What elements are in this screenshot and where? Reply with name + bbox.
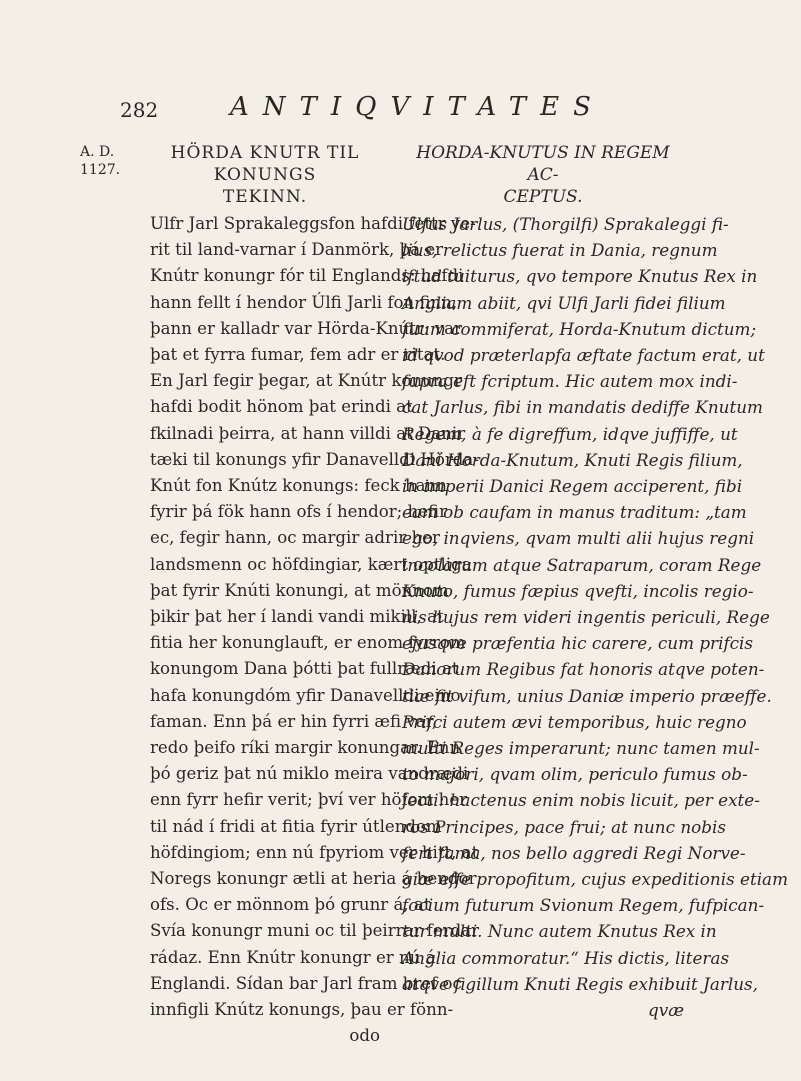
text-line: rit til land-varnar í Danmörk, þá er bbox=[150, 240, 444, 260]
heading-line: TEKINN. bbox=[222, 187, 308, 207]
icelandic-section-heading bbox=[150, 142, 380, 208]
latin-body-text bbox=[402, 211, 788, 1023]
text-line: odo bbox=[349, 1026, 380, 1046]
text-line: tiæ fit vifum, unius Daniæ imperio præeffe. bbox=[402, 685, 772, 706]
text-line: Englandi. Sídan bar Jarl fram bref oc bbox=[150, 973, 462, 993]
text-line: þat fyrir Knúti konungi, at mönnom bbox=[150, 580, 449, 600]
text-line: cat Jarlus, fibi in mandatis dediffe Knutum bbox=[402, 397, 763, 418]
heading-line: CEPTUS. bbox=[503, 187, 583, 207]
text-line: hann fellt í hendor Úlfi Jarli fon finn, bbox=[150, 292, 458, 312]
text-line: Noregs konungr ætli at heria á hendor bbox=[150, 869, 477, 889]
text-line: Knuto, fumus fæpius qvefti, incolis regio- bbox=[402, 580, 754, 601]
text-line: þat et fyrra fumar, fem adr er ritat. bbox=[150, 345, 446, 365]
text-line: focium futurum Svionum Regem, fufpican- bbox=[402, 895, 765, 916]
text-line: faman. Enn þá er hin fyrri æfi var, bbox=[150, 711, 437, 731]
text-line: Ulfr Jarl Sprakaleggsfon hafdi fettr ve- bbox=[150, 214, 476, 233]
text-line: tur multi. Nunc autem Knutus Rex in bbox=[402, 921, 717, 942]
page-number: 282 bbox=[120, 98, 159, 122]
text-line: höfdingiom; enn nú fpyriom ver hitt, at bbox=[150, 842, 479, 862]
text-line: ejusqve præfentia hic carere, cum prifcis bbox=[402, 633, 754, 654]
text-line: landsmenn oc höfdingiar, kært optliga bbox=[150, 554, 472, 574]
text-line: Svía konungr muni oc til þeirrar ferdar bbox=[150, 921, 480, 941]
margin-note-year-number: 1127. bbox=[80, 162, 121, 178]
text-line: Angliam abiit, qvi Ulfi Jarli fidei filium bbox=[402, 292, 726, 313]
text-line: id qvod præterlapfa æftate factum erat, ut bbox=[402, 345, 765, 366]
text-line: fert fama, nos bello aggredi Regi Norve- bbox=[402, 842, 746, 863]
text-line: jecti: hactenus enim nobis licuit, per exte- bbox=[402, 790, 760, 811]
text-line: eam ob caufam in manus traditum: „tam bbox=[402, 502, 747, 523]
text-line: fkilnadi þeirra, at hann villdi at Danir bbox=[150, 423, 466, 443]
text-line: fyrir þá fök hann ofs í hendor; hefir bbox=[150, 502, 448, 522]
text-line: to majori, qvam olim, periculo fumus ob- bbox=[402, 764, 748, 785]
heading-line: HORDA-KNUTUS IN REGEM AC- bbox=[416, 143, 670, 185]
running-head: ANTIQVITATES bbox=[230, 92, 605, 122]
text-line: hafdi bodit hönom þat erindi at bbox=[150, 397, 413, 417]
latin-text-column bbox=[402, 142, 788, 1023]
text-line: rádaz. Enn Knútr konungr er nú á bbox=[150, 947, 436, 967]
text-line: ofs. Oc er mönnom þó grunr á, at bbox=[150, 895, 431, 915]
text-line: ego, inqviens, qvam multi alii hujus regni bbox=[402, 528, 755, 549]
text-line: Anglia commoratur.“ His dictis, literas bbox=[402, 947, 730, 968]
text-line: þann er kalladr var Hörda-Knútr: var bbox=[150, 318, 462, 338]
margin-note-era: A. D. bbox=[80, 144, 115, 160]
text-line: fupra eft fcriptum. Hic autem mox indi- bbox=[402, 371, 738, 392]
text-line: innfigli Knútz konungs, þau er fönn- bbox=[150, 1000, 454, 1020]
text-line: tæki til konungs yfir Danavelldi Hörda- bbox=[150, 449, 479, 469]
text-line: qvæ bbox=[648, 1000, 684, 1021]
icelandic-text-column bbox=[150, 142, 480, 1050]
text-line: Dani Horda-Knutum, Knuti Regis filium, bbox=[402, 449, 743, 470]
text-line: En Jarl fegir þegar, at Knútr konungr bbox=[150, 371, 462, 391]
text-line: Regem, à fe digreffum, idqve juffiffe, ut bbox=[402, 423, 738, 444]
text-line: iftud tuiturus, qvo tempore Knutus Rex in bbox=[402, 266, 758, 287]
text-line: hafa konungdóm yfir Danavelldi eino bbox=[150, 685, 461, 705]
latin-section-heading bbox=[402, 142, 684, 208]
text-line: lius, relictus fuerat in Dania, regnum bbox=[402, 240, 718, 261]
text-line: konungom Dana þótti þat fullrædi at bbox=[150, 659, 459, 679]
text-line: Knút fon Knútz konungs: feck hann bbox=[150, 476, 447, 496]
text-line: til nád í fridi at fitia fyrir útlendom bbox=[150, 816, 442, 836]
text-line: atqve figillum Knuti Regis exhibuit Jarlus, bbox=[402, 973, 758, 994]
margin-note-year bbox=[80, 143, 120, 179]
text-line: incolarum atque Satraparum, coram Rege bbox=[402, 554, 762, 575]
text-line: multi Reges imperarunt; nunc tamen mul- bbox=[402, 738, 760, 759]
heading-line: HÖRDA KNUTR TIL KONUNGS bbox=[170, 143, 360, 185]
text-line: nis hujus rem videri ingentis periculi, Rege bbox=[402, 607, 770, 628]
text-line: ec, fegir hann, oc margir adrir her bbox=[150, 528, 440, 548]
text-line: Knútr konungr fór til Englands: hafdi bbox=[150, 266, 464, 286]
text-line: þó geriz þat nú miklo meira vandrædi bbox=[150, 764, 469, 784]
text-line: giæ effe propofitum, cujus expeditionis etiam bbox=[402, 869, 788, 890]
text-line: fuum commiferat, Horda-Knutum dictum; bbox=[402, 318, 757, 339]
text-line: enn fyrr hefir verit; því ver höfom her bbox=[150, 790, 468, 810]
text-line: Prifci autem ævi temporibus, huic regno bbox=[402, 711, 747, 732]
text-line: ros Principes, pace frui; at nunc nobis bbox=[402, 816, 726, 837]
text-line: redo þeifo ríki margir konungar. Enn bbox=[150, 738, 461, 758]
text-line: Danorum Regibus fat honoris atqve poten- bbox=[402, 659, 765, 680]
icelandic-body-text bbox=[150, 211, 480, 1050]
text-line: fitia her konunglauft, er enom fyrrom bbox=[150, 633, 466, 653]
text-line: in imperii Danici Regem acciperent, fibi bbox=[402, 476, 743, 497]
text-line: þikir þat her í landi vandi mikill, at bbox=[150, 607, 444, 627]
text-line: Ulfus Jarlus, (Thorgilfi) Sprakaleggi fi- bbox=[402, 214, 729, 234]
